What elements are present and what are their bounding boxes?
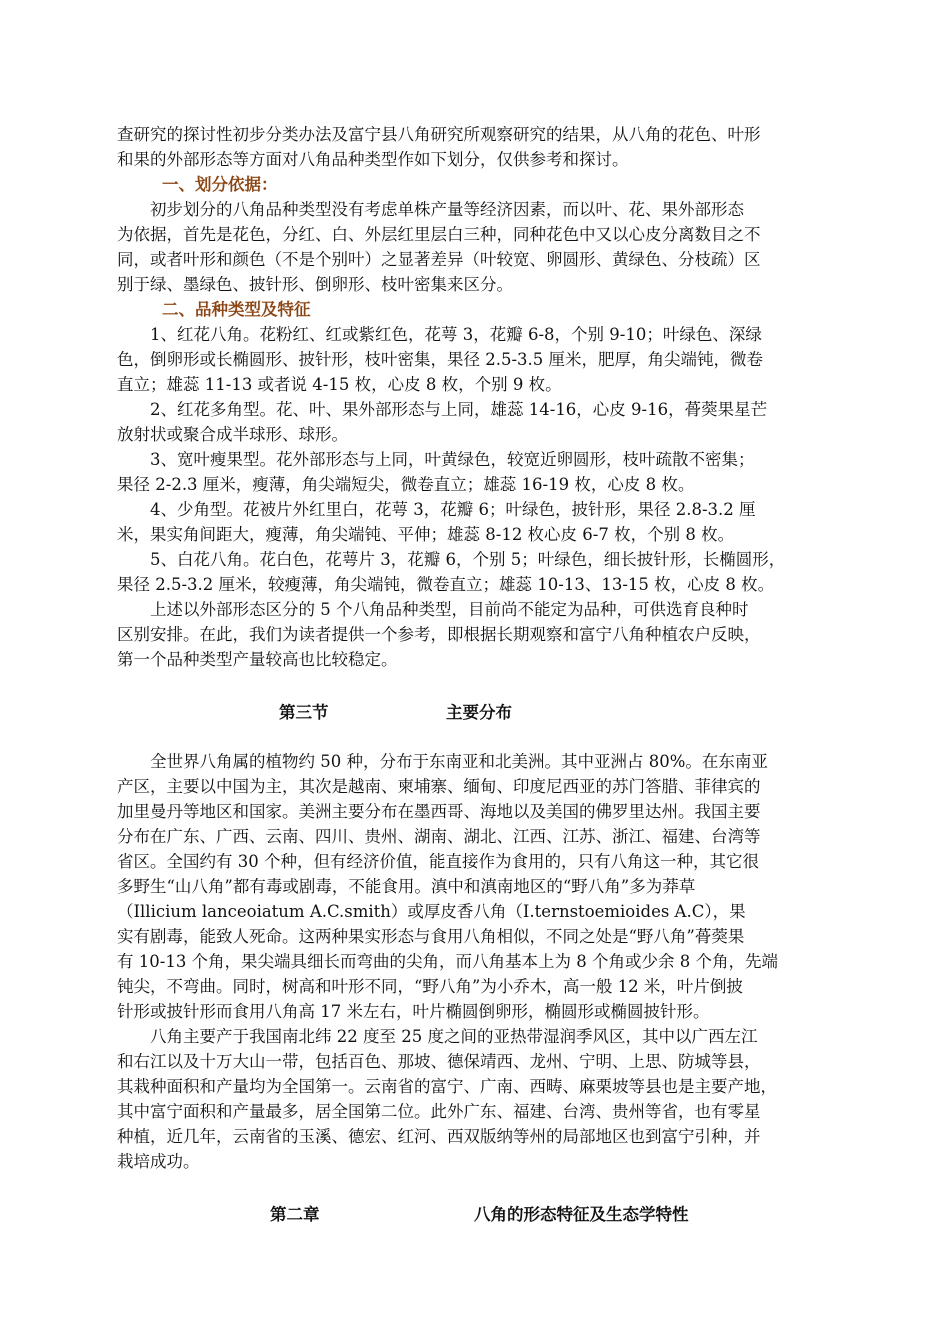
text-line: 有 10-13 个角，果尖端具细长而弯曲的尖角，而八角基本上为 8 个角或少余 8 个角，先端: [117, 952, 779, 971]
text-line: 放射状或聚合成半球形、球形。: [117, 425, 348, 444]
text-line: 分布在广东、广西、云南、四川、贵州、湖南、湖北、江西、江苏、浙江、福建、台湾等: [117, 827, 761, 846]
text-line: 第一个品种类型产量较高也比较稳定。: [117, 650, 398, 669]
text-line: 产区，主要以中国为主，其次是越南、柬埔寨、缅甸、印度尼西亚的苏门答腊、菲律宾的: [117, 777, 761, 796]
text-line: 上述以外部形态区分的 5 个八角品种类型，目前尚不能定为品种，可供选育良种时: [150, 600, 749, 619]
text-line: 同，或者叶形和颜色（不是个别叶）之显著差异（叶较宽、卵圆形、黄绿色、分枝疏）区: [117, 250, 761, 269]
section-title: [117, 700, 862, 725]
distribution-paragraph-2: [117, 1024, 862, 1174]
heading-types: 二、品种类型及特征: [162, 300, 311, 319]
text-line: 针形或披针形而食用八角高 17 米左右，叶片椭圆倒卵形，椭圆形或椭圆披针形。: [117, 1002, 710, 1021]
heading-basis: 一、划分依据：: [162, 175, 278, 194]
text-line: 栽培成功。: [117, 1152, 200, 1171]
type-item-4: [117, 497, 862, 547]
text-line: 其栽种面积和产量均为全国第一。云南省的富宁、广南、西畴、麻栗坡等县也是主要产地，: [117, 1077, 777, 1096]
chapter-title: [117, 1202, 862, 1227]
text-line: 直立；雄蕊 11-13 或者说 4-15 枚，心皮 8 枚，个别 9 枚。: [117, 375, 562, 394]
text-line: 和果的外部形态等方面对八角品种类型作如下划分，仅供参考和探讨。: [117, 150, 629, 169]
chapter-label: 第二章: [270, 1205, 320, 1224]
text-line: 1、红花八角。花粉红、红或紫红色，花萼 3，花瓣 6-8，个别 9-10；叶绿色、深绿: [150, 325, 762, 344]
text-line: 果径 2-2.3 厘米，瘦薄，角尖端短尖，微卷直立；雄蕊 16-19 枚，心皮 8 枚。: [117, 475, 695, 494]
text-line: （Illicium lanceoiatum A.C.smith）或厚皮香八角（I.ternstoemioides A.C），果: [117, 902, 746, 921]
text-line: 区别安排。在此，我们为读者提供一个参考，即根据长期观察和富宁八角种植农户反映，: [117, 625, 761, 644]
chapter-name: 八角的形态特征及生态学特性: [474, 1205, 689, 1224]
text-line: 省区。全国约有 30 个种，但有经济价值，能直接作为食用的，只有八角这一种，其它很: [117, 852, 759, 871]
text-line: 和右江以及十万大山一带，包括百色、那坡、德保靖西、龙州、宁明、上思、防城等县，: [117, 1052, 761, 1071]
text-line: 5、白花八角。花白色，花萼片 3，花瓣 6，个别 5；叶绿色，细长披针形，长椭圆形，: [150, 550, 786, 569]
type-item-3: [117, 447, 862, 497]
basis-paragraph: [117, 197, 862, 297]
document-page: [117, 122, 862, 1227]
intro-paragraph: [117, 122, 862, 172]
text-line: 2、红花多角型。花、叶、果外部形态与上同，雄蕊 14-16，心皮 9-16，蓇葖果星芒: [150, 400, 768, 419]
type-item-1: [117, 322, 862, 397]
distribution-paragraph-1: [117, 749, 862, 1024]
text-line: 米，果实角间距大，瘦薄，角尖端钝、平伸；雄蕊 8-12 枚心皮 6-7 枚，个别 8 枚。: [117, 525, 735, 544]
text-line: 查研究的探讨性初步分类办法及富宁县八角研究所观察研究的结果，从八角的花色、叶形: [117, 125, 761, 144]
text-line: 果径 2.5-3.2 厘米，较瘦薄，角尖端钝，微卷直立；雄蕊 10-13、13-15 枚，心皮 8 枚。: [117, 575, 775, 594]
text-line: 钝尖，不弯曲。同时，树高和叶形不同，“野八角”为小乔木，高一般 12 米，叶片倒披: [117, 977, 743, 996]
text-line: 为依据，首先是花色，分红、白、外层红里层白三种，同种花色中又以心皮分离数目之不: [117, 225, 761, 244]
text-line: 种植，近几年，云南省的玉溪、德宏、红河、西双版纳等州的局部地区也到富宁引种，并: [117, 1127, 761, 1146]
text-line: 初步划分的八角品种类型没有考虑单株产量等经济因素，而以叶、花、果外部形态: [150, 200, 744, 219]
text-line: 4、少角型。花被片外红里白，花萼 3，花瓣 6；叶绿色，披针形，果径 2.8-3.2 厘: [150, 500, 756, 519]
text-line: 实有剧毒，能致人死命。这两种果实形态与食用八角相似，不同之处是“野八角”蓇葖果: [117, 927, 745, 946]
text-line: 色，倒卵形或长椭圆形、披针形，枝叶密集，果径 2.5-3.5 厘米，肥厚，角尖端钝，微卷: [117, 350, 764, 369]
text-line: 八角主要产于我国南北纬 22 度至 25 度之间的亚热带湿润季风区，其中以广西左江: [150, 1027, 758, 1046]
section-name: 主要分布: [446, 703, 512, 722]
text-line: 全世界八角属的植物约 50 种，分布于东南亚和北美洲。其中亚洲占 80%。在东南亚: [150, 752, 768, 771]
text-line: 多野生“山八角”都有毒或剧毒，不能食用。滇中和滇南地区的“野八角”多为莽草: [117, 877, 696, 896]
type-item-5: [117, 547, 862, 597]
section-label: 第三节: [279, 703, 329, 722]
text-line: 3、宽叶瘦果型。花外部形态与上同，叶黄绿色，较宽近卵圆形，枝叶疏散不密集；: [150, 450, 755, 469]
type-item-2: [117, 397, 862, 447]
text-line: 别于绿、墨绿色、披针形、倒卵形、枝叶密集来区分。: [117, 275, 513, 294]
text-line: 加里曼丹等地区和国家。美洲主要分布在墨西哥、海地以及美国的佛罗里达州。我国主要: [117, 802, 761, 821]
text-line: 其中富宁面积和产量最多，居全国第二位。此外广东、福建、台湾、贵州等省，也有零星: [117, 1102, 761, 1121]
types-summary: [117, 597, 862, 672]
